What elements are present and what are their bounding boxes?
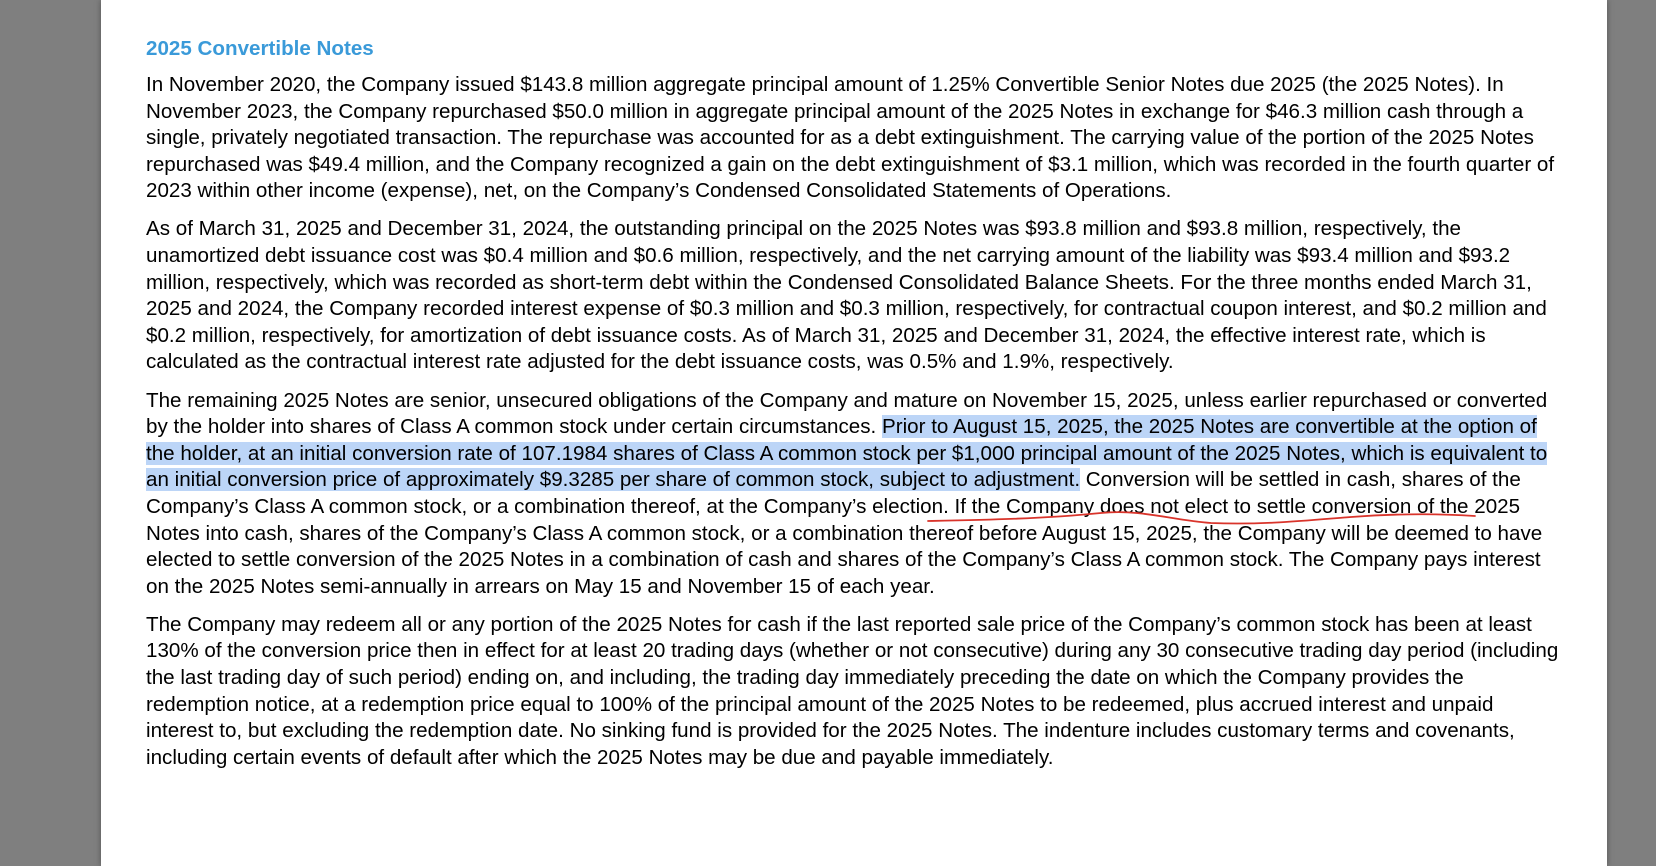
paragraph-3: [146, 388, 1566, 601]
paragraph-3-text-after: Conversion will be settled in cash, shares of the Company’s Class A common stock, or a combination thereof, at the Company’s election. If the Company does not elect to settle conversion of the 2025 Notes into cash, shares of the Company’s Class A common stock, or a combination thereof before August 15, 2025, the Company will be deemed to have elected to settle conversion of the 2025 Notes in a combination of cash and shares of the Company’s Class A common stock. The Company pays interest on the 2025 Notes semi-annually in arrears on May 15 and November 15 of each year.: [146, 468, 1543, 598]
document-content: [146, 36, 1566, 783]
paragraph-1: In November 2020, the Company issued $143.8 million aggregate principal amount of 1.25% Convertible Senior Notes due 2025 (the 2025 Notes). In November 2023, the Company repurchased $50.0 million in aggregate principal amount of the 2025 Notes in exchange for $46.3 million cash through a single, privately negotiated transaction. The repurchase was accounted for as a debt extinguishment. The carrying value of the portion of the 2025 Notes repurchased was $49.4 million, and the Company recognized a gain on the debt extinguishment of $3.1 million, which was recorded in the fourth quarter of 2023 within other income (expense), net, on the Company’s Condensed Consolidated Statements of Operations.: [146, 73, 1555, 203]
document-page: [101, 0, 1607, 866]
paragraph-2: As of March 31, 2025 and December 31, 2024, the outstanding principal on the 2025 Notes was $93.8 million and $93.8 million, respectively, the unamortized debt issuance cost was $0.4 million and $0.6 million, respectively, and the net carrying amount of the liability was $93.4 million and $93.2 million, respectively, which was recorded as short-term debt within the Condensed Consolidated Balance Sheets. For the three months ended March 31, 2025 and 2024, the Company recorded interest expense of $0.3 million and $0.3 million, respectively, for contractual coupon interest, and $0.2 million and $0.2 million, respectively, for amortization of debt issuance costs. As of March 31, 2025 and December 31, 2024, the effective interest rate, which is calculated as the contractual interest rate adjusted for the debt issuance costs, was 0.5% and 1.9%, respectively.: [146, 217, 1547, 374]
paragraph-4: The Company may redeem all or any portion of the 2025 Notes for cash if the last reported sale price of the Company’s common stock has been at least 130% of the conversion price then in effect for at least 20 trading days (whether or not consecutive) during any 30 consecutive trading day period (including the last trading day of such period) ending on, and including, the trading day immediately preceding the date on which the Company provides the redemption notice, at a redemption price equal to 100% of the principal amount of the 2025 Notes to be redeemed, plus accrued interest and unpaid interest to, but excluding the redemption date. No sinking fund is provided for the 2025 Notes. The indenture includes customary terms and covenants, including certain events of default after which the 2025 Notes may be due and payable immediately.: [146, 612, 1559, 769]
section-heading: 2025 Convertible Notes: [146, 37, 374, 60]
paragraph-3-text-before: The remaining 2025 Notes are senior, unsecured obligations of the Company and mature on November 15, 2025, unless earlier repurchased or converted by the holder into shares of Class A common stock under certain circumstances.: [146, 388, 1548, 439]
highlighted-text[interactable]: Prior to August 15, 2025, the 2025 Notes are convertible at the option of the holder, at an initial conversion rate of 107.1984 shares of Class A common stock per $1,000 principal amount of the 2025 Notes, which is equivalent to an initial conversion price of approximately $9.3285 per share of common stock, subject to adjustment.: [146, 415, 1548, 492]
